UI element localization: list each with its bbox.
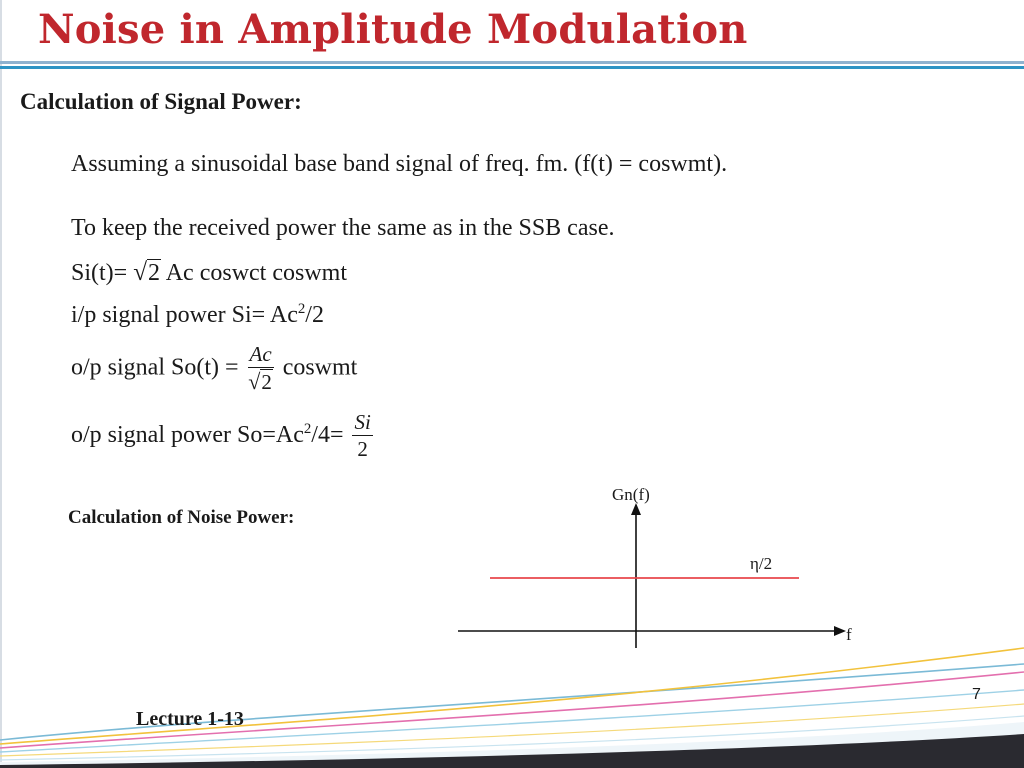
- eq-ip-suffix: /2: [305, 302, 324, 328]
- x-axis-label: f: [846, 625, 852, 644]
- eq-so-suffix: coswmt: [282, 354, 358, 381]
- section-heading-signal-power: Calculation of Signal Power:: [20, 89, 302, 114]
- eq-op-prefix: o/p signal power So=Ac: [71, 422, 304, 449]
- eq-si-prefix: Si(t)=: [71, 260, 128, 286]
- eq-so-denominator: 2: [261, 370, 272, 395]
- text-line-assumption: Assuming a sinusoidal base band signal of freq. fm. (f(t) = coswmt).: [71, 151, 728, 177]
- eq-op-denominator: 2: [357, 437, 368, 462]
- page-number: 7: [972, 686, 981, 703]
- footer-lecture-label: Lecture 1-13: [136, 708, 244, 730]
- y-axis-label: Gn(f): [612, 485, 650, 504]
- eq-ip-exponent: 2: [297, 301, 306, 317]
- y-axis-arrow-icon: [631, 503, 641, 515]
- section-heading-noise-power: Calculation of Noise Power:: [68, 507, 295, 528]
- fraction-ac-over-root2: $\frac{Ac}{√2}$: [248, 342, 272, 395]
- eq-si-suffix: Ac coswct coswmt: [165, 260, 348, 286]
- x-axis-arrow-icon: [834, 626, 846, 636]
- noise-level-label: η/2: [750, 554, 773, 573]
- eq-op-exponent: 2: [303, 421, 312, 438]
- eq-si-radicand: 2: [148, 260, 161, 286]
- eq-so-numerator: Ac: [248, 343, 274, 368]
- slide-title: Noise in Amplitude Modulation: [38, 6, 748, 53]
- eq-ip-prefix: i/p signal power Si= Ac: [71, 302, 298, 328]
- text-line-ssb: To keep the received power the same as in the SSB case.: [71, 215, 615, 241]
- psd-graph: [458, 485, 852, 648]
- eq-op-mid: /4=: [311, 422, 344, 449]
- eq-op-numerator: Si: [352, 411, 372, 436]
- sqrt-symbol: √2: [133, 259, 161, 286]
- eq-so-prefix: o/p signal So(t) =: [71, 354, 239, 381]
